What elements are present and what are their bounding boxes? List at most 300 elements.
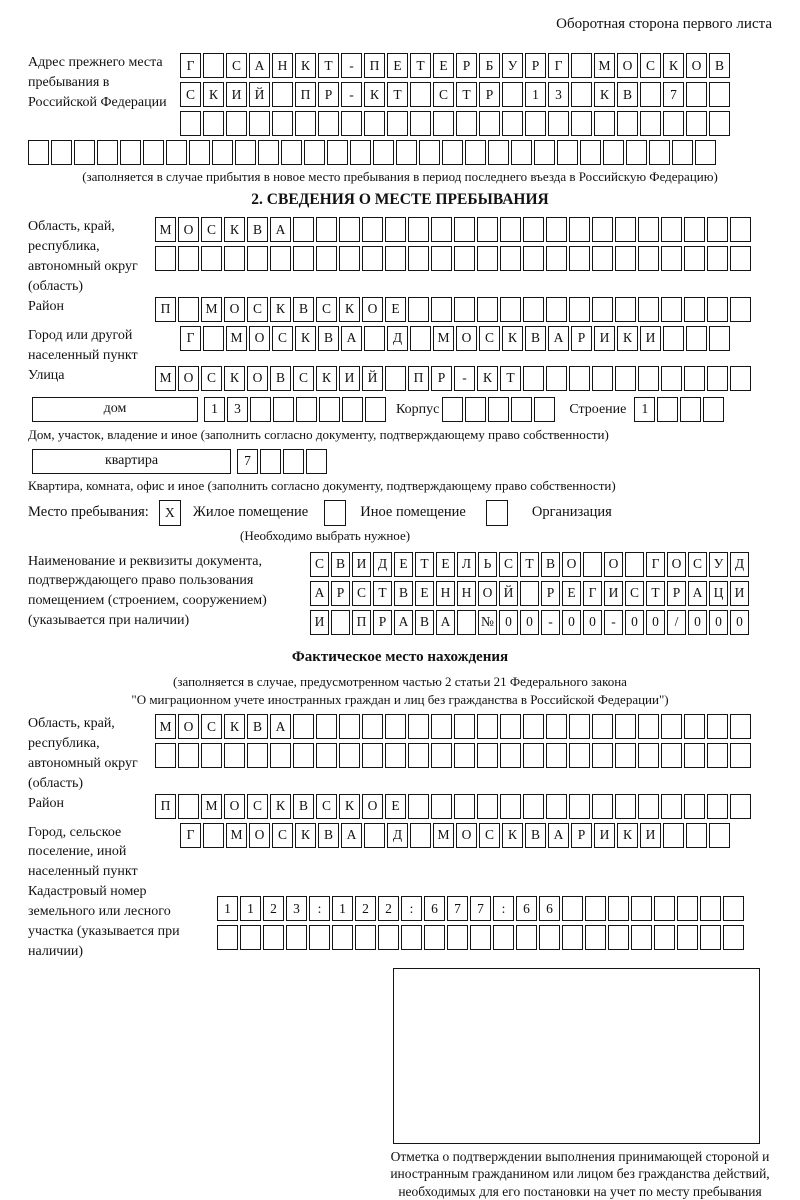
- char-box: [431, 246, 452, 271]
- char-box: К: [295, 53, 316, 78]
- actual-location-caption-2: "О миграционном учете иностранных граждан и лиц без гражданства в Российской Федерации"): [131, 691, 669, 707]
- char-box: [189, 140, 210, 165]
- region-field: [28, 217, 772, 297]
- char-box: [709, 326, 730, 351]
- char-box: П: [364, 53, 385, 78]
- char-box: [488, 140, 509, 165]
- char-box: [684, 246, 705, 271]
- char-box: Е: [433, 53, 454, 78]
- char-box: К: [617, 326, 638, 351]
- doc-field: [28, 552, 772, 639]
- doc-row-1: [310, 552, 772, 577]
- prev-address-caption: (заполняется в случае прибытия в новое место пребывания в период последнего въезда в Российскую Федерацию): [82, 169, 718, 184]
- char-box: 0: [730, 610, 749, 635]
- char-box: Е: [394, 552, 413, 577]
- char-box: [615, 297, 636, 322]
- char-box: С: [479, 823, 500, 848]
- char-box: К: [594, 82, 615, 107]
- char-box: Р: [318, 82, 339, 107]
- char-box: [408, 297, 429, 322]
- char-box: 7: [470, 896, 491, 921]
- char-box: С: [316, 297, 337, 322]
- char-box: [385, 714, 406, 739]
- char-box: Г: [180, 823, 201, 848]
- char-box: [638, 743, 659, 768]
- char-box: Е: [385, 297, 406, 322]
- char-box: [592, 217, 613, 242]
- street-label: Улица: [28, 367, 65, 383]
- char-box: Н: [436, 581, 455, 606]
- char-box: Е: [415, 581, 434, 606]
- char-box: К: [502, 823, 523, 848]
- char-box: [477, 246, 498, 271]
- char-box: [730, 297, 751, 322]
- char-box: А: [270, 217, 291, 242]
- char-box: Е: [385, 794, 406, 819]
- char-box: [217, 925, 238, 950]
- char-box: Р: [373, 610, 392, 635]
- char-box: Т: [456, 82, 477, 107]
- char-box: [477, 743, 498, 768]
- char-box: [431, 297, 452, 322]
- char-box: [511, 140, 532, 165]
- char-box: У: [502, 53, 523, 78]
- char-box: С: [272, 823, 293, 848]
- char-box: [703, 397, 724, 422]
- char-box: К: [224, 217, 245, 242]
- char-box: 0: [583, 610, 602, 635]
- char-box: [316, 246, 337, 271]
- char-box: В: [617, 82, 638, 107]
- street-row: [155, 366, 772, 391]
- char-box: [707, 794, 728, 819]
- char-box: [663, 111, 684, 136]
- char-box: [709, 111, 730, 136]
- char-box: Р: [479, 82, 500, 107]
- char-box: [477, 297, 498, 322]
- char-box: 0: [499, 610, 518, 635]
- char-box: [365, 397, 386, 422]
- char-box: О: [562, 552, 581, 577]
- char-box: [585, 925, 606, 950]
- char-box: [709, 823, 730, 848]
- char-box: [410, 823, 431, 848]
- district-row: [155, 297, 772, 322]
- char-box: 1: [240, 896, 261, 921]
- char-box: [203, 823, 224, 848]
- char-box: К: [203, 82, 224, 107]
- char-box: [684, 794, 705, 819]
- char-box: [730, 246, 751, 271]
- char-box: 0: [709, 610, 728, 635]
- char-box: [431, 714, 452, 739]
- option-organization-label: Организация: [531, 504, 612, 520]
- char-box: [502, 82, 523, 107]
- char-box: [295, 111, 316, 136]
- char-box: [465, 140, 486, 165]
- prev-address-row-1: [180, 53, 772, 78]
- char-box: [120, 140, 141, 165]
- char-box: [362, 743, 383, 768]
- char-box: [571, 111, 592, 136]
- char-box: И: [594, 326, 615, 351]
- char-box: Р: [456, 53, 477, 78]
- char-box: -: [604, 610, 623, 635]
- char-box: [258, 140, 279, 165]
- char-box: [523, 714, 544, 739]
- char-box: [569, 743, 590, 768]
- char-box: [454, 297, 475, 322]
- char-box: [709, 82, 730, 107]
- char-box: [626, 140, 647, 165]
- char-box: К: [224, 714, 245, 739]
- char-box: С: [201, 714, 222, 739]
- char-box: [707, 714, 728, 739]
- char-box: И: [730, 581, 749, 606]
- char-box: [677, 925, 698, 950]
- char-box: :: [401, 896, 422, 921]
- char-box: А: [688, 581, 707, 606]
- char-box: О: [686, 53, 707, 78]
- char-box: Л: [457, 552, 476, 577]
- char-box: [362, 714, 383, 739]
- char-box: В: [709, 53, 730, 78]
- char-box: [250, 397, 271, 422]
- char-box: [240, 925, 261, 950]
- char-box: [273, 397, 294, 422]
- char-box: К: [477, 366, 498, 391]
- checkbox-organization: [486, 500, 508, 526]
- char-box: -: [341, 53, 362, 78]
- char-box: В: [525, 326, 546, 351]
- char-box: [378, 925, 399, 950]
- char-box: О: [249, 326, 270, 351]
- char-box: М: [226, 823, 247, 848]
- char-box: [546, 714, 567, 739]
- char-box: Р: [541, 581, 560, 606]
- option-other-premises-label: Иное помещение: [360, 504, 466, 520]
- char-box: [272, 111, 293, 136]
- char-box: С: [433, 82, 454, 107]
- char-box: В: [293, 297, 314, 322]
- char-box: [546, 217, 567, 242]
- char-box: 3: [227, 397, 248, 422]
- char-box: Д: [387, 823, 408, 848]
- char-box: 7: [447, 896, 468, 921]
- char-box: -: [454, 366, 475, 391]
- char-box: Е: [562, 581, 581, 606]
- char-box: [477, 714, 498, 739]
- char-box: [500, 743, 521, 768]
- char-box: [309, 925, 330, 950]
- char-box: С: [272, 326, 293, 351]
- char-box: [707, 366, 728, 391]
- doc-row-3: [310, 610, 772, 635]
- char-box: В: [293, 794, 314, 819]
- char-box: В: [270, 366, 291, 391]
- char-box: 6: [516, 896, 537, 921]
- prev-address-row-3: [180, 111, 772, 136]
- actual-region-field: [28, 714, 772, 794]
- char-box: [695, 140, 716, 165]
- char-box: И: [640, 823, 661, 848]
- char-box: [511, 397, 532, 422]
- char-box: Д: [730, 552, 749, 577]
- char-box: [419, 140, 440, 165]
- region-rows: [155, 217, 772, 275]
- char-box: [686, 82, 707, 107]
- street-field: [28, 366, 772, 395]
- char-box: [373, 140, 394, 165]
- char-box: [638, 217, 659, 242]
- char-box: [546, 794, 567, 819]
- char-box: М: [201, 297, 222, 322]
- char-box: С: [479, 326, 500, 351]
- char-box: [454, 743, 475, 768]
- char-box: [707, 217, 728, 242]
- char-box: [684, 217, 705, 242]
- char-box: О: [224, 794, 245, 819]
- char-box: [454, 714, 475, 739]
- char-box: И: [594, 823, 615, 848]
- char-box: [51, 140, 72, 165]
- char-box: [74, 140, 95, 165]
- char-box: 1: [525, 82, 546, 107]
- char-box: Р: [667, 581, 686, 606]
- char-box: [663, 326, 684, 351]
- char-box: Д: [373, 552, 392, 577]
- char-box: Р: [571, 823, 592, 848]
- char-box: Ь: [478, 552, 497, 577]
- apartment-number-boxes: [237, 449, 327, 474]
- char-box: [178, 297, 199, 322]
- char-box: Г: [548, 53, 569, 78]
- char-box: [203, 53, 224, 78]
- char-box: [306, 449, 327, 474]
- char-box: [661, 714, 682, 739]
- char-box: 2: [263, 896, 284, 921]
- char-box: [569, 217, 590, 242]
- char-box: [585, 896, 606, 921]
- char-box: [684, 297, 705, 322]
- char-box: [500, 297, 521, 322]
- char-box: [410, 82, 431, 107]
- char-box: 0: [520, 610, 539, 635]
- char-box: Т: [500, 366, 521, 391]
- char-box: [700, 896, 721, 921]
- char-box: О: [362, 794, 383, 819]
- char-box: Е: [387, 53, 408, 78]
- char-box: [226, 111, 247, 136]
- char-box: [615, 794, 636, 819]
- char-box: [546, 297, 567, 322]
- prev-address-field: [28, 53, 772, 136]
- char-box: [364, 326, 385, 351]
- char-box: П: [155, 297, 176, 322]
- char-box: О: [224, 297, 245, 322]
- char-box: 2: [378, 896, 399, 921]
- char-box: М: [226, 326, 247, 351]
- char-box: [592, 743, 613, 768]
- char-box: [672, 140, 693, 165]
- char-box: [638, 297, 659, 322]
- char-box: [456, 111, 477, 136]
- char-box: 1: [332, 896, 353, 921]
- char-box: К: [295, 326, 316, 351]
- char-box: [686, 823, 707, 848]
- char-box: [431, 794, 452, 819]
- char-box: [663, 823, 684, 848]
- char-box: [539, 925, 560, 950]
- char-box: С: [201, 217, 222, 242]
- char-box: [332, 925, 353, 950]
- char-box: С: [316, 794, 337, 819]
- char-box: [592, 714, 613, 739]
- char-box: [385, 246, 406, 271]
- char-box: [319, 397, 340, 422]
- char-box: [385, 743, 406, 768]
- char-box: 0: [625, 610, 644, 635]
- char-box: К: [364, 82, 385, 107]
- char-box: [260, 449, 281, 474]
- char-box: [327, 140, 348, 165]
- char-box: [654, 925, 675, 950]
- prev-address-row-4: [28, 140, 772, 165]
- char-box: [316, 714, 337, 739]
- char-box: О: [604, 552, 623, 577]
- char-box: [520, 581, 539, 606]
- char-box: [661, 246, 682, 271]
- char-box: Г: [646, 552, 665, 577]
- char-box: [571, 82, 592, 107]
- char-box: [385, 366, 406, 391]
- char-box: Р: [431, 366, 452, 391]
- actual-region-label: Область, край, республика, автономный округ (область): [28, 716, 138, 791]
- char-box: Т: [646, 581, 665, 606]
- char-box: О: [667, 552, 686, 577]
- char-box: О: [178, 217, 199, 242]
- char-box: 0: [562, 610, 581, 635]
- char-box: Ц: [709, 581, 728, 606]
- char-box: В: [247, 217, 268, 242]
- char-box: [661, 297, 682, 322]
- char-box: [686, 111, 707, 136]
- char-box: О: [456, 326, 477, 351]
- char-box: К: [316, 366, 337, 391]
- char-box: О: [617, 53, 638, 78]
- char-box: [657, 397, 678, 422]
- char-box: [293, 246, 314, 271]
- char-box: [546, 246, 567, 271]
- char-box: [454, 794, 475, 819]
- char-box: [178, 743, 199, 768]
- char-box: П: [408, 366, 429, 391]
- char-box: С: [247, 794, 268, 819]
- char-box: /: [667, 610, 686, 635]
- char-box: Т: [318, 53, 339, 78]
- char-box: [500, 714, 521, 739]
- char-box: О: [178, 366, 199, 391]
- char-box: [203, 326, 224, 351]
- char-box: [387, 111, 408, 136]
- char-box: [546, 366, 567, 391]
- char-box: С: [180, 82, 201, 107]
- char-box: [730, 217, 751, 242]
- char-box: [212, 140, 233, 165]
- char-box: [615, 743, 636, 768]
- char-box: Г: [583, 581, 602, 606]
- char-box: Т: [415, 552, 434, 577]
- char-box: С: [310, 552, 329, 577]
- char-box: [447, 925, 468, 950]
- actual-region-row-1: [155, 714, 772, 739]
- char-box: В: [318, 326, 339, 351]
- char-box: [684, 743, 705, 768]
- char-box: У: [709, 552, 728, 577]
- char-box: [296, 397, 317, 422]
- char-box: [502, 111, 523, 136]
- char-box: [286, 925, 307, 950]
- char-box: М: [594, 53, 615, 78]
- checkbox-residential: X: [159, 500, 181, 526]
- char-box: [408, 246, 429, 271]
- char-box: [97, 140, 118, 165]
- char-box: К: [617, 823, 638, 848]
- checkbox-other-premises: [324, 500, 346, 526]
- char-box: [465, 397, 486, 422]
- char-box: К: [270, 794, 291, 819]
- char-box: Й: [249, 82, 270, 107]
- char-box: [293, 714, 314, 739]
- char-box: [523, 217, 544, 242]
- char-box: [166, 140, 187, 165]
- char-box: [500, 794, 521, 819]
- char-box: [640, 111, 661, 136]
- char-box: К: [295, 823, 316, 848]
- char-box: [431, 217, 452, 242]
- char-box: [569, 246, 590, 271]
- cadastre-label: Кадастровый номер земельного или лесного участка (указывается при наличии): [28, 884, 180, 959]
- char-box: [408, 714, 429, 739]
- char-box: [661, 366, 682, 391]
- char-box: 3: [286, 896, 307, 921]
- char-box: [477, 794, 498, 819]
- char-box: Й: [362, 366, 383, 391]
- char-box: [631, 925, 652, 950]
- char-box: [516, 925, 537, 950]
- char-box: [457, 610, 476, 635]
- char-box: [730, 714, 751, 739]
- char-box: [617, 111, 638, 136]
- char-box: С: [352, 581, 371, 606]
- char-box: 1: [204, 397, 225, 422]
- char-box: [723, 925, 744, 950]
- char-box: [608, 925, 629, 950]
- stroenie-label: Строение: [569, 401, 627, 417]
- actual-location-caption-1: (заполняется в случае, предусмотренном частью 2 статьи 21 Федерального закона: [173, 673, 627, 689]
- char-box: Т: [520, 552, 539, 577]
- char-box: [525, 111, 546, 136]
- char-box: [362, 246, 383, 271]
- char-box: С: [226, 53, 247, 78]
- char-box: [548, 111, 569, 136]
- char-box: [342, 397, 363, 422]
- char-box: [433, 111, 454, 136]
- char-box: И: [604, 581, 623, 606]
- char-box: К: [224, 366, 245, 391]
- char-box: М: [433, 326, 454, 351]
- char-box: М: [155, 714, 176, 739]
